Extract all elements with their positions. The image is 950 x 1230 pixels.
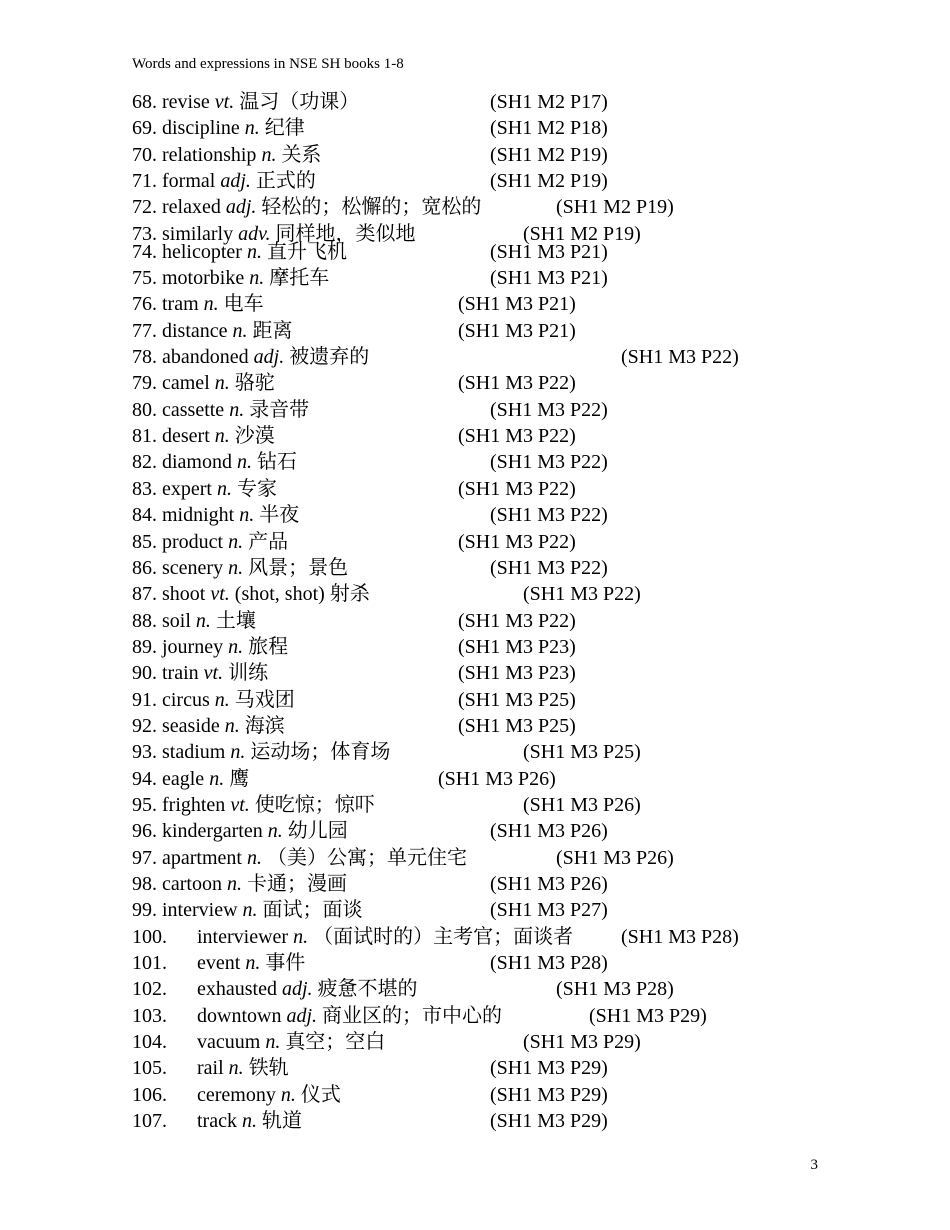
entry-reference: (SH1 M2 P19) <box>556 196 674 219</box>
entry-part-of-speech: n. <box>214 372 230 395</box>
entry-reference: (SH1 M3 P27) <box>490 899 608 922</box>
entry-number: 93. <box>132 741 157 764</box>
entry-reference: (SH1 M2 P17) <box>490 91 608 113</box>
page-number: 3 <box>810 1157 818 1173</box>
entry-part-of-speech: n. <box>216 477 232 500</box>
entry-meaning: 幼儿园 <box>282 820 348 843</box>
entry-part-of-speech: n. <box>239 504 255 527</box>
entry-reference: (SH1 M3 P22) <box>523 583 641 606</box>
entry-part-of-speech: n. <box>228 530 244 553</box>
list-item <box>132 792 832 818</box>
entry-meaning: 专家 <box>231 477 277 500</box>
entry-number: 75. <box>132 267 157 290</box>
entry-meaning: 铁轨 <box>243 1057 289 1080</box>
list-item <box>132 370 832 396</box>
entry-word: diamond <box>157 451 237 474</box>
entry-reference: (SH1 M3 P21) <box>490 240 608 263</box>
entry-meaning: 卡通；漫画 <box>241 872 347 895</box>
entry-reference: (SH1 M3 P29) <box>490 1083 608 1106</box>
entry-number: 82. <box>132 451 157 474</box>
entry-reference: (SH1 M3 P29) <box>523 1031 641 1054</box>
entry-reference: (SH1 M3 P28) <box>621 925 739 948</box>
entry-number: 79. <box>132 372 157 395</box>
entry-word: relationship <box>157 143 262 166</box>
list-item <box>132 1055 832 1081</box>
entry-reference: (SH1 M3 P22) <box>458 530 576 553</box>
entry-number: 101. <box>132 952 167 974</box>
list-item <box>132 555 832 581</box>
list-item <box>132 608 832 634</box>
entry-meaning: 仪式 <box>295 1083 341 1106</box>
list-item <box>132 291 832 317</box>
entry-meaning: 轻松的；松懈的；宽松的 <box>256 196 482 219</box>
entry-part-of-speech: n. <box>195 609 211 632</box>
entry-meaning: 直升飞机 <box>261 240 347 263</box>
entry-reference: (SH1 M3 P22) <box>458 425 576 448</box>
entry-meaning: 事件 <box>260 952 306 974</box>
entry-number: 92. <box>132 714 157 737</box>
list-item <box>132 449 832 475</box>
entry-word: cartoon <box>157 872 227 895</box>
entry-meaning: 同样地，类似地 <box>270 222 416 245</box>
list-item <box>132 713 832 739</box>
entry-part-of-speech: vt. <box>203 662 224 685</box>
entry-number: 91. <box>132 688 157 711</box>
entry-word: shoot <box>157 583 211 606</box>
entry-reference: (SH1 M3 P28) <box>490 952 608 974</box>
entry-part-of-speech: n. <box>245 952 261 974</box>
entry-meaning: 电车 <box>218 293 264 316</box>
entry-meaning: 半夜 <box>254 504 300 527</box>
entry-meaning: 钻石 <box>252 451 297 474</box>
vocabulary-list <box>132 89 832 1134</box>
entry-number: 77. <box>132 319 157 342</box>
list-item <box>132 1082 832 1108</box>
entry-reference: (SH1 M3 P21) <box>490 267 608 290</box>
entry-reference: (SH1 M3 P29) <box>490 1110 608 1133</box>
entry-part-of-speech: n. <box>229 398 245 421</box>
list-item <box>132 476 832 502</box>
entry-meaning: 旅程 <box>243 635 289 658</box>
list-item <box>132 239 832 265</box>
entry-part-of-speech: n. <box>246 846 262 869</box>
entry-word: similarly <box>157 222 239 245</box>
list-item <box>132 660 832 686</box>
entry-reference: (SH1 M3 P26) <box>438 767 556 790</box>
entry-number: 70. <box>132 143 157 166</box>
entry-part-of-speech: n. <box>267 820 283 843</box>
entry-number: 76. <box>132 293 157 316</box>
entry-part-of-speech: n. <box>232 319 248 342</box>
list-item <box>132 344 832 370</box>
entry-word: event <box>197 952 246 974</box>
entry-part-of-speech: n. <box>241 1110 257 1133</box>
entry-reference: (SH1 M3 P22) <box>458 477 576 500</box>
entry-word: helicopter <box>157 240 247 263</box>
entry-number: 78. <box>132 346 157 369</box>
entry-reference: (SH1 M3 P23) <box>458 635 576 658</box>
list-item <box>132 766 832 792</box>
entry-word: track <box>197 1110 242 1133</box>
list-item <box>132 739 832 765</box>
entry-part-of-speech: vt. <box>210 583 230 606</box>
entry-reference: (SH1 M3 P21) <box>458 319 576 342</box>
entry-reference: (SH1 M3 P22) <box>490 556 608 579</box>
entry-reference: (SH1 M3 P23) <box>458 662 576 685</box>
entry-word: cassette <box>157 398 230 421</box>
entry-part-of-speech: vt. <box>230 793 250 816</box>
entry-meaning: 运动场；体育场 <box>245 741 391 764</box>
entry-reference: (SH1 M3 P22) <box>490 451 608 474</box>
entry-number: 98. <box>132 872 157 895</box>
entry-word: tram <box>157 293 204 316</box>
entry-meaning: 马戏团 <box>229 688 295 711</box>
entry-word: soil <box>157 609 196 632</box>
entry-reference: (SH1 M3 P29) <box>589 1004 707 1027</box>
entry-number: 100. <box>132 925 167 948</box>
entry-word: discipline <box>157 117 245 140</box>
entry-word: revise <box>157 91 215 113</box>
entry-reference: (SH1 M3 P25) <box>458 714 576 737</box>
entry-reference: (SH1 M3 P25) <box>523 741 641 764</box>
list-item <box>132 397 832 423</box>
entry-meaning: 商业区的；市中心的 <box>317 1004 503 1027</box>
entry-word: relaxed <box>157 196 226 219</box>
entry-word: downtown <box>197 1004 287 1027</box>
list-item <box>132 950 832 976</box>
list-item <box>132 502 832 528</box>
entry-number: 105. <box>132 1057 167 1080</box>
entry-part-of-speech: n. <box>237 451 252 474</box>
entry-reference: (SH1 M2 P19) <box>490 170 608 193</box>
entry-reference: (SH1 M3 P21) <box>458 293 576 316</box>
entry-word: distance <box>157 319 233 342</box>
list-item <box>132 581 832 607</box>
list-item <box>132 1029 832 1055</box>
entry-word: desert <box>157 425 215 448</box>
entry-part-of-speech: n. <box>249 267 265 290</box>
entry-meaning: (shot, shot) 射杀 <box>229 583 370 606</box>
entry-meaning: 真空；空白 <box>280 1031 386 1054</box>
entry-meaning: 使吃惊；惊吓 <box>249 793 375 816</box>
entry-number: 72. <box>132 196 157 219</box>
entry-number: 80. <box>132 398 157 421</box>
entry-number: 95. <box>132 793 157 816</box>
entry-word: exhausted <box>197 978 282 1001</box>
entry-reference: (SH1 M3 P26) <box>523 793 641 816</box>
entry-reference: (SH1 M3 P22) <box>458 609 576 632</box>
list-item <box>132 142 832 168</box>
entry-part-of-speech: n. <box>228 556 244 579</box>
list-item <box>132 1108 832 1134</box>
entry-meaning: 风景；景色 <box>243 556 349 579</box>
entry-word: kindergarten <box>157 820 268 843</box>
entry-number: 69. <box>132 117 157 140</box>
list-item <box>132 529 832 555</box>
entry-part-of-speech: n. <box>242 899 258 922</box>
list-item <box>132 221 832 245</box>
entry-word: rail <box>197 1057 229 1080</box>
list-item <box>132 265 832 291</box>
entry-reference: (SH1 M2 P19) <box>490 143 608 166</box>
entry-number: 89. <box>132 635 157 658</box>
entry-number: 88. <box>132 609 157 632</box>
entry-number: 107. <box>132 1110 167 1133</box>
list-item <box>132 818 832 844</box>
entry-word: interview <box>157 899 243 922</box>
entry-word: interviewer <box>197 925 294 948</box>
list-item <box>132 845 832 871</box>
entry-part-of-speech: n. <box>228 1057 244 1080</box>
entry-word: ceremony <box>197 1083 281 1106</box>
entry-number: 106. <box>132 1083 167 1106</box>
list-item <box>132 897 832 923</box>
entry-word: formal <box>157 170 221 193</box>
entry-meaning: 纪律 <box>259 117 305 140</box>
entry-number: 68. <box>132 91 157 113</box>
list-item <box>132 1003 832 1029</box>
entry-part-of-speech: n. <box>293 925 309 948</box>
entry-meaning: （美）公寓；单元住宅 <box>261 846 467 869</box>
entry-meaning: 沙漠 <box>229 425 275 448</box>
entry-meaning: 温习（功课） <box>234 91 360 113</box>
entry-meaning: 训练 <box>223 662 269 685</box>
entry-part-of-speech: n. <box>203 293 219 316</box>
entry-number: 90. <box>132 662 157 685</box>
entry-number: 96. <box>132 820 157 843</box>
entry-word: abandoned <box>157 346 254 369</box>
entry-word: product <box>157 530 229 553</box>
entry-part-of-speech: n. <box>265 1031 281 1054</box>
entry-word: vacuum <box>197 1031 266 1054</box>
entry-reference: (SH1 M3 P26) <box>490 820 608 843</box>
entry-reference: (SH1 M3 P22) <box>458 372 576 395</box>
entry-meaning: 疲惫不堪的 <box>312 978 418 1001</box>
list-item <box>132 423 832 449</box>
entry-meaning: 土壤 <box>210 609 256 632</box>
entry-number: 99. <box>132 899 157 922</box>
entry-reference: (SH1 M3 P29) <box>490 1057 608 1080</box>
entry-part-of-speech: n. <box>244 117 260 140</box>
entry-meaning: 轨道 <box>256 1110 302 1133</box>
entry-meaning: 正式的 <box>250 170 316 193</box>
page-header: Words and expressions in NSE SH books 1-8 <box>132 56 404 72</box>
entry-part-of-speech: adj. <box>225 196 257 219</box>
entry-meaning: 摩托车 <box>264 267 330 290</box>
entry-number: 87. <box>132 583 157 606</box>
entry-meaning: 被遗弃的 <box>284 346 370 369</box>
entry-part-of-speech: n. <box>214 688 230 711</box>
entry-number: 71. <box>132 170 157 193</box>
entry-part-of-speech: n. <box>246 240 262 263</box>
entry-part-of-speech: n. <box>228 635 244 658</box>
entry-reference: (SH1 M3 P22) <box>621 346 739 369</box>
entry-meaning: 鹰 <box>224 767 250 790</box>
entry-part-of-speech: n. <box>226 872 242 895</box>
entry-word: motorbike <box>157 267 250 290</box>
list-item <box>132 194 832 220</box>
entry-meaning: 海滨 <box>239 714 285 737</box>
list-item <box>132 871 832 897</box>
entry-number: 86. <box>132 556 157 579</box>
entry-number: 81. <box>132 425 157 448</box>
entry-word: stadium <box>157 741 231 764</box>
entry-word: expert <box>157 477 217 500</box>
list-item <box>132 89 832 115</box>
entry-part-of-speech: n. <box>214 425 230 448</box>
entry-word: seaside <box>157 714 225 737</box>
entry-word: midnight <box>157 504 240 527</box>
entry-part-of-speech: n. <box>230 741 246 764</box>
entry-number: 83. <box>132 477 157 500</box>
entry-part-of-speech: n. <box>209 767 225 790</box>
entry-part-of-speech: adj. <box>253 346 285 369</box>
entry-reference: (SH1 M2 P19) <box>523 222 641 245</box>
entry-part-of-speech: n. <box>280 1083 296 1106</box>
entry-reference: (SH1 M3 P26) <box>556 846 674 869</box>
entry-number: 94. <box>132 767 157 790</box>
entry-reference: (SH1 M3 P28) <box>556 978 674 1001</box>
entry-word: frighten <box>157 793 231 816</box>
entry-word: circus <box>157 688 215 711</box>
entry-number: 102. <box>132 978 167 1001</box>
list-item <box>132 318 832 344</box>
entry-number: 85. <box>132 530 157 553</box>
entry-word: apartment <box>157 846 247 869</box>
entry-number: 103. <box>132 1004 167 1027</box>
entry-reference: (SH1 M3 P22) <box>490 398 608 421</box>
entry-meaning: 录音带 <box>244 398 310 421</box>
entry-meaning: 距离 <box>247 319 293 342</box>
entry-part-of-speech: adj. <box>220 170 251 193</box>
entry-reference: (SH1 M3 P26) <box>490 872 608 895</box>
list-item <box>132 924 832 950</box>
entry-word: camel <box>157 372 215 395</box>
list-item <box>132 634 832 660</box>
entry-part-of-speech: n. <box>261 143 277 166</box>
entry-meaning: 产品 <box>243 530 289 553</box>
entry-word: eagle <box>157 767 210 790</box>
entry-number: 84. <box>132 504 157 527</box>
entry-meaning: 面试；面谈 <box>257 899 363 922</box>
entry-part-of-speech: vt. <box>214 91 235 113</box>
entry-meaning: 骆驼 <box>229 372 275 395</box>
entry-part-of-speech: adv. <box>238 222 271 245</box>
entry-number: 104. <box>132 1031 167 1054</box>
entry-part-of-speech: adj. <box>286 1004 318 1027</box>
entry-meaning: （面试时的）主考官；面谈者 <box>308 925 574 948</box>
entry-word: train <box>157 662 204 685</box>
entry-meaning: 关系 <box>276 143 322 166</box>
entry-word: scenery <box>157 556 229 579</box>
entry-number: 74. <box>132 240 157 263</box>
entry-number: 97. <box>132 846 157 869</box>
entry-reference: (SH1 M3 P22) <box>490 504 608 527</box>
list-item <box>132 168 832 194</box>
list-item <box>132 115 832 141</box>
entry-word: journey <box>157 635 229 658</box>
entry-number: 73. <box>132 222 157 245</box>
entry-reference: (SH1 M2 P18) <box>490 117 608 140</box>
entry-part-of-speech: adj. <box>281 978 313 1001</box>
entry-reference: (SH1 M3 P25) <box>458 688 576 711</box>
list-item <box>132 976 832 1002</box>
entry-part-of-speech: n. <box>224 714 240 737</box>
list-item <box>132 687 832 713</box>
